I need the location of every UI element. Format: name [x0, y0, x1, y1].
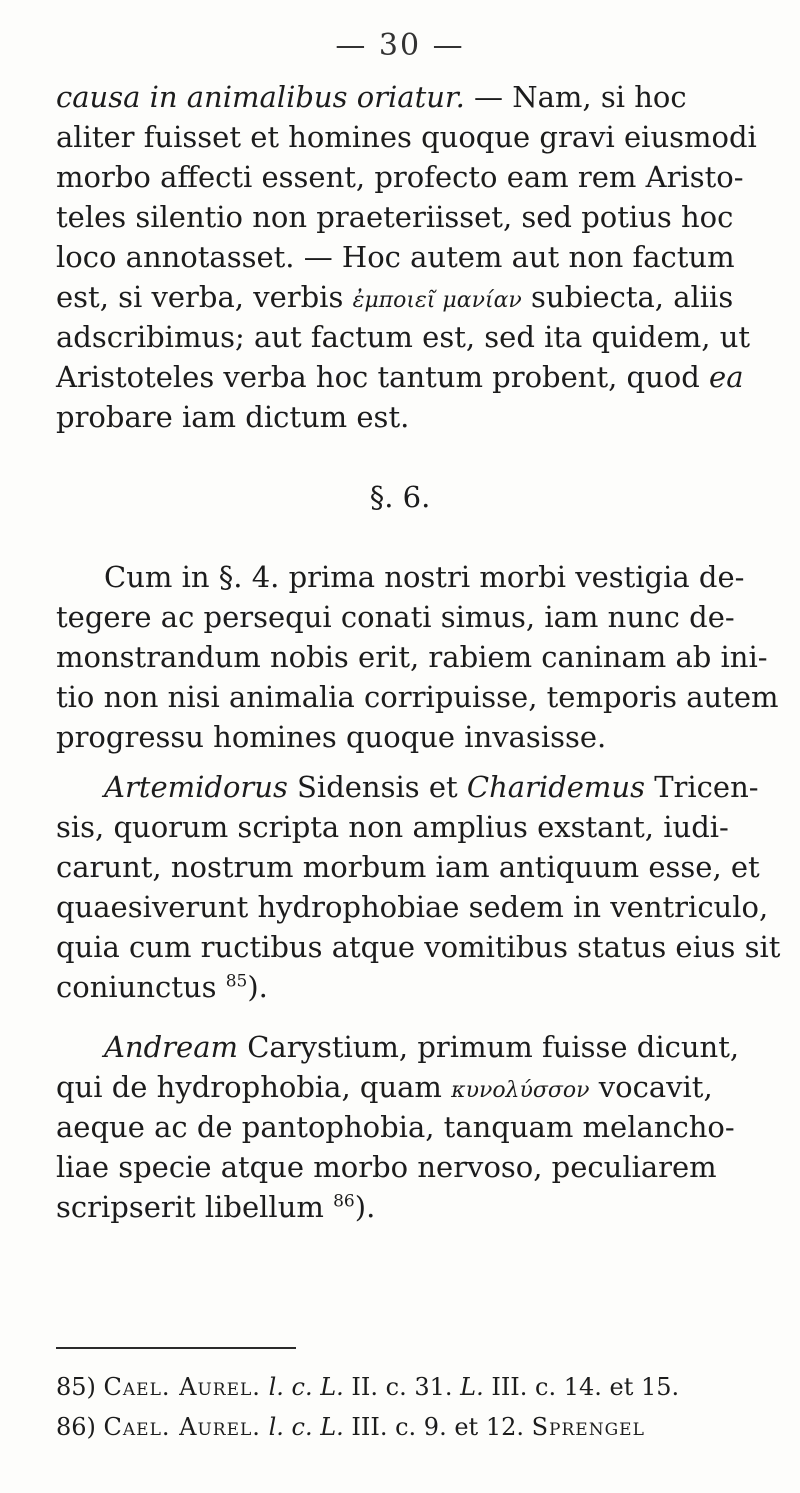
- author-name: Charidemus: [466, 770, 645, 804]
- text-line: adscribimus; aut factum est, sed ita quidem, ut: [56, 320, 751, 354]
- text-line: monstrandum nobis erit, rabiem caninam ab ini-: [56, 640, 768, 674]
- text-run: coniunctus: [56, 970, 226, 1004]
- text-run: est, si verba, verbis: [56, 280, 353, 314]
- text-line: [56, 1190, 761, 1224]
- footnote: [56, 1412, 761, 1442]
- text-line: [56, 80, 761, 114]
- italic-word: ea: [709, 360, 744, 394]
- text-run: ).: [354, 1190, 376, 1224]
- footnote-reference: 85: [225, 971, 248, 992]
- text-run: Tricen-: [644, 770, 759, 804]
- text-line: quaesiverunt hydrophobiae sedem in ventriculo,: [56, 890, 769, 924]
- footnote-author: Cael. Aurel.: [103, 1373, 261, 1401]
- text-line: Cum in §. 4. prima nostri morbi vestigia de-: [104, 560, 745, 594]
- text-line: tegere ac persequi conati simus, iam nunc de-: [56, 600, 735, 634]
- footnote-divider: [56, 1347, 296, 1349]
- footnote-ref-italic: l. c. L.: [268, 1373, 344, 1401]
- footnote-author: Sprengel: [531, 1413, 645, 1441]
- text-line: [104, 770, 761, 804]
- text-run: — Nam, si hoc: [464, 80, 687, 114]
- footnote-ref: II. c. 31.: [343, 1373, 461, 1401]
- italic-phrase: causa in animalibus oriatur.: [56, 80, 465, 114]
- text-line: sis, quorum scripta non amplius exstant, iudi-: [56, 810, 729, 844]
- footnote-mark: 86): [56, 1413, 96, 1441]
- text-run: Carystium, primum fuisse dicunt,: [238, 1030, 740, 1064]
- text-line: aliter fuisset et homines quoque gravi eiusmodi: [56, 120, 757, 154]
- footnote-author: Cael. Aurel.: [103, 1413, 261, 1441]
- footnote-ref-italic: l. c. L.: [268, 1413, 344, 1441]
- text-run: ).: [247, 970, 268, 1004]
- text-line: teles silentio non praeteriisset, sed potius hoc: [56, 200, 734, 234]
- text-line: carunt, nostrum morbum iam antiquum esse, et: [56, 850, 760, 884]
- greek-phrase: ἐμποιεῖ μανίαν: [352, 288, 522, 313]
- text-line: progressu homines quoque invasisse.: [56, 720, 607, 754]
- text-line: morbo affecti essent, profecto eam rem Aristo-: [56, 160, 744, 194]
- text-line: [56, 970, 761, 1004]
- text-line: quia cum ructibus atque vomitibus status eius sit: [56, 930, 781, 964]
- text-line: liae specie atque morbo nervoso, peculiarem: [56, 1150, 717, 1184]
- section-heading: §. 6.: [369, 480, 431, 514]
- text-line: loco annotasset. — Hoc autem aut non factum: [56, 240, 735, 274]
- text-run: scripserit libellum: [56, 1190, 334, 1224]
- text-run: qui de hydrophobia, quam: [56, 1070, 452, 1104]
- text-line: [104, 1030, 761, 1064]
- footnote-ref: III. c. 14. et 15.: [483, 1373, 680, 1401]
- text-run: subiecta, aliis: [521, 280, 734, 314]
- text-line: [56, 280, 761, 318]
- footnote-reference: 86: [333, 1191, 355, 1212]
- author-name: Andream: [104, 1030, 238, 1064]
- page-number: — 30 —: [335, 28, 465, 63]
- text-line: [56, 360, 761, 394]
- footnote-ref-italic: L.: [460, 1373, 484, 1401]
- footnote-ref: III. c. 9. et 12.: [343, 1413, 532, 1441]
- text-run: Sidensis et: [287, 770, 467, 804]
- author-name: Artemidorus: [104, 770, 288, 804]
- text-run: Aristoteles verba hoc tantum probent, quod: [56, 360, 710, 394]
- text-line: tio non nisi animalia corripuisse, temporis autem: [56, 680, 779, 714]
- footnote-mark: 85): [56, 1373, 96, 1401]
- greek-word: κυνολύσσον: [451, 1078, 590, 1103]
- text-line: [56, 1070, 761, 1108]
- text-line: aeque ac de pantophobia, tanquam melancho-: [56, 1110, 735, 1144]
- footnote: [56, 1372, 761, 1402]
- text-line: probare iam dictum est.: [56, 400, 410, 434]
- text-run: vocavit,: [589, 1070, 713, 1104]
